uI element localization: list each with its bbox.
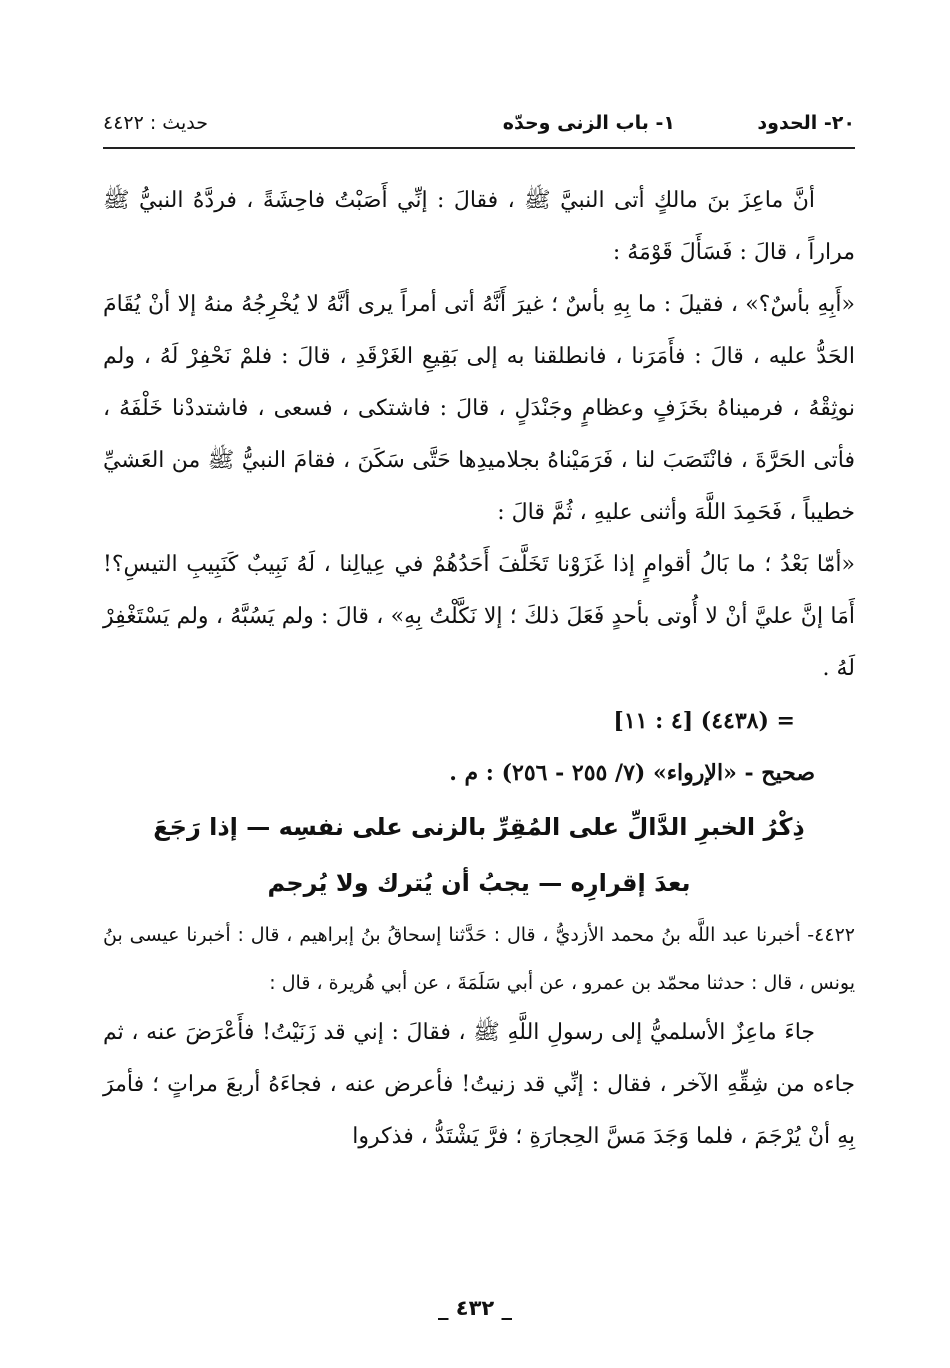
continuation-paragraph: «أَبِهِ بأسٌ؟» ، فقيلَ : ما بِهِ بأسٌ ؛ غيرَ أَنَّهُ أتى أمراً يرى أنَّهُ لا يُخْرِجُهُ منهُ إلا أنْ يُقَامَ الحَدُّ عليه ، قالَ : فأَمَرَنا ، فانطلقنا به إلى بَقِيعِ الغَرْقَدِ ، قالَ : فلمْ نَحْفِرْ لَهُ ، ولم نوثِقْهُ ، فرميناهُ بخَزَفٍ وعظامٍ وجَنْدَلٍ ، قالَ : فاشتكى ، فسعى ، فاشتددْنا خَلْفَهُ ، فأتى الحَرَّةَ ، فانْتَصَبَ لنا ، فَرَمَيْناهُ بجلاميدِها حَتَّى سَكَنَ ، فقامَ النبيُّ ﷺ من العَشيِّ خطيباً ، فَحَمِدَ اللَّهَ وأثنى عليهِ ، ثُمَّ قالَ : (103, 292, 855, 525)
continuation-sermon: «أمّا بَعْدُ ؛ ما بَالُ أقوامٍ إذا غَزَوْنا تَخَلَّفَ أَحَدُهُمْ في عِيالِنا ، لَهُ نَبِيبٌ كَنَبِيبِ التيسِ؟! أَمَا إنَّ عليَّ أنْ لا أُوتى بأحدٍ فَعَلَ ذلكَ ؛ إلا نَكَّلْتُ بِهِ» ، قالَ : ولم يَسُبَّهُ ، ولم يَسْتَغْفِرْ لَهُ . (103, 552, 855, 681)
header-chapter: ٢٠- الحدود (757, 112, 855, 134)
hadith-isnad: ٤٤٢٢- أخبرنا عبد اللَّه بنُ محمد الأزديُّ ، قال : حَدَّثنا إسحاقُ بنُ إبراهيم ، قال : أخبرنا عيسى بنُ يونس ، قال : حدثنا محمّد بن عمرو ، عن أبي سَلَمَةَ ، عن أبي هُريرة ، قال : (103, 924, 855, 994)
page-number: _ ٤٣٢ _ (437, 1296, 513, 1320)
hadith-grade: صحيح - «الإرواء» (٧/ ٢٥٥ - ٢٥٦) : م . (449, 760, 815, 786)
chapter-heading-line1: ذِكْرُ الخبرِ الدَّالِّ على المُقِرِّ بالزنى على نفسِه — إذا رَجَعَ (153, 813, 805, 841)
header-divider (103, 147, 855, 149)
hadith-matn: جاءَ ماعِزٌ الأسلميُّ إلى رسولِ اللَّهِ ﷺ ، فقالَ : إني قد زَنَيْتُ! فأَعْرَضَ عنه ، ثم جاءه من شِقِّهِ الآخر ، فقال : إنِّي قد زنيتُ! فأعرض عنه ، فجاءَهُ أربعَ مراتٍ ؛ فأمرَ بِهِ أنْ يُرْجَمَ ، فلما وَجَدَ مَسَّ الحِجارَةِ ؛ فرَّ يَشْتَدُّ ، فذكروا (103, 1020, 855, 1149)
cross-reference: = (٤٤٣٨) [٤ : ١١] (613, 708, 795, 734)
chapter-heading-line2: بعدَ إقرارِه — يجبُ أن يُترك ولا يُرجم (267, 869, 691, 897)
header-hadith-number: حديث : ٤٤٢٢ (103, 112, 208, 134)
running-header (103, 112, 855, 142)
page-body (103, 175, 855, 1163)
continuation-opening: أنَّ ماعِزَ بنَ مالكٍ أتى النبيَّ ﷺ ، فقالَ : إنِّي أَصَبْتُ فاحِشَةً ، فردَّهُ النبيُّ ﷺ مراراً ، قالَ : فَسَأَلَ قَوْمَهُ : (103, 188, 855, 265)
header-section: ١- باب الزنى وحدّه (502, 112, 675, 134)
